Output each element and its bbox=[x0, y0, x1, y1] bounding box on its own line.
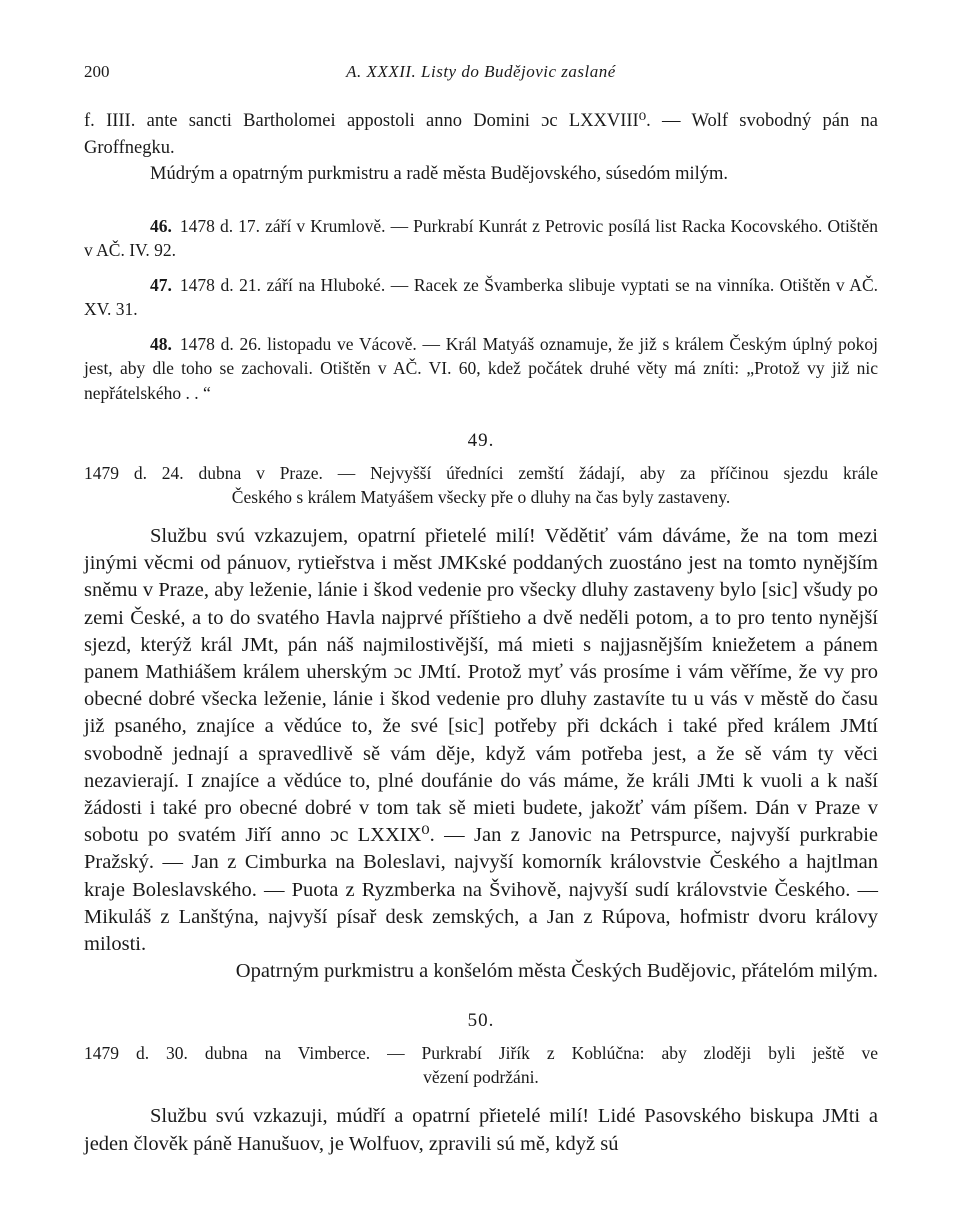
page-header bbox=[84, 58, 878, 88]
letter-dating-line: f. IIII. ante sancti Bartholomei appostoli anno Domini ɔc LXXVIII⁰. — Wolf svobodný pán na Groffnegku. bbox=[84, 111, 878, 158]
page-number: 200 bbox=[84, 62, 110, 81]
regest-line: vězení podržáni. bbox=[423, 1067, 539, 1088]
regest-line: 1479 d. 24. dubna v Praze. — Nejvyšší úředníci zemští žádají, aby za příčinou sjezdu krále bbox=[84, 463, 878, 483]
register-number: 48. bbox=[150, 333, 172, 354]
register-entry bbox=[84, 214, 878, 263]
register-entry bbox=[84, 332, 878, 406]
running-head: A. XXXII. Listy do Budějovic zaslané bbox=[346, 62, 616, 81]
letter-address: Múdrým a opatrným purkmistru a radě města Budějovského, súsedóm milým. bbox=[150, 164, 729, 184]
document-49 bbox=[84, 430, 878, 985]
document-regest bbox=[84, 461, 878, 509]
register-text: 1478 d. 17. září v Krumlově. — Purkrabí Kunrát z Petrovic posílá list Racka Kocovského. Otištěn v AČ. IV. 92. bbox=[84, 215, 878, 260]
regest-line: Českého s králem Matyášem všecky pře o dluhy na čas byly zastaveny. bbox=[231, 487, 731, 507]
register-text: 1478 d. 26. listopadu ve Vácově. — Král Matyáš oznamuje, že již s králem Českým úplný pokoj jest, aby dle toho se zachovali. Otištěn v AČ. VI. 60, kdež počátek druhé věty má zníti: „Protož vy již nic nepřátelského . . “ bbox=[84, 333, 878, 403]
register-number: 46. bbox=[150, 215, 172, 236]
document-page bbox=[84, 58, 878, 1158]
regest-line: 1479 d. 30. dubna na Vimberce. — Purkrabí Jiřík z Koblúčna: aby zloději byli ještě ve bbox=[84, 1043, 878, 1064]
register-entries bbox=[84, 214, 878, 406]
document-number: 49. bbox=[467, 430, 495, 451]
register-entry bbox=[84, 273, 878, 322]
letter-body: Službu svú vzkazujem, opatrní přietelé milí! Vědětiť vám dáváme, že na tom mezi jinými věcmi od pánuov, rytieřstva i měst JMKské poddaných zuostáno jest na tomto nynějším sněmu v Praze, aby leženie, lánie i škod vedenie pro všecky dluhy zastaveny bylo [sic] všudy po zemi České, a to do svatého Havla najprvé příštieho a dvě neděli potom, a to pro tento nynější sjezd, kterýž král JMt, pán náš najmilostivější, má mieti s najjasnějším kniežetem a pánem panem Mathiášem králem uherským ɔc JMtí. Protož myť vás prosíme i vám věříme, že vy pro obecné dobré všecka leženie, lánie i škod vedenie pro dluhy zastavíte tu u vás v městě do času již psaného, znajíce a vědúce to, že své [sic] potřeby při dckách i také před králem JMtí svobodně jednají a spravedlivě sě vám děje, když vám potřeba jest, a že sě vám ty věci nezavierají. I znajíce a vědúce to, plné doufánie do vás máme, že králi JMti k vuoli a k naší žádosti i také pro obecné dobré v tom tak sě mieti budete, jakožť vám píšem. Dán v Praze v sobotu po svatém Jiří anno ɔc LXXIX⁰. — Jan z Janovic na Petrspurce, najvyší purkrabie Pražský. — Jan z Cimburka na Boleslavi, najvyší komorník královstvie Českého a hajtlman kraje Boleslavského. — Puota z Ryzmberka na Švihově, najvyší sudí královstvie Českého. — Mikuláš z Lanštýna, najvyší písař desk zemských, a Jan z Rúpova, hofmistr dvoru královy milosti. bbox=[84, 525, 878, 956]
letter-address: Opatrným purkmistru a konšelóm města Českých Budějovic, přátelóm milým. bbox=[235, 960, 878, 983]
document-number: 50. bbox=[467, 1010, 495, 1032]
register-text: 1478 d. 21. září na Hluboké. — Racek ze Švamberka slibuje vyptati se na vinníka. Otištěn v AČ. XV. 31. bbox=[84, 274, 878, 319]
document-regest bbox=[84, 1041, 878, 1089]
document-50 bbox=[84, 1010, 878, 1157]
letter-body: Službu svú vzkazuji, múdří a opatrní přietelé milí! Lidé Pasovského biskupa JMti a jeden člověk páně Hanušuov, je Wolfuov, zpravili sú mě, když sú bbox=[84, 1105, 878, 1155]
register-number: 47. bbox=[150, 274, 172, 295]
